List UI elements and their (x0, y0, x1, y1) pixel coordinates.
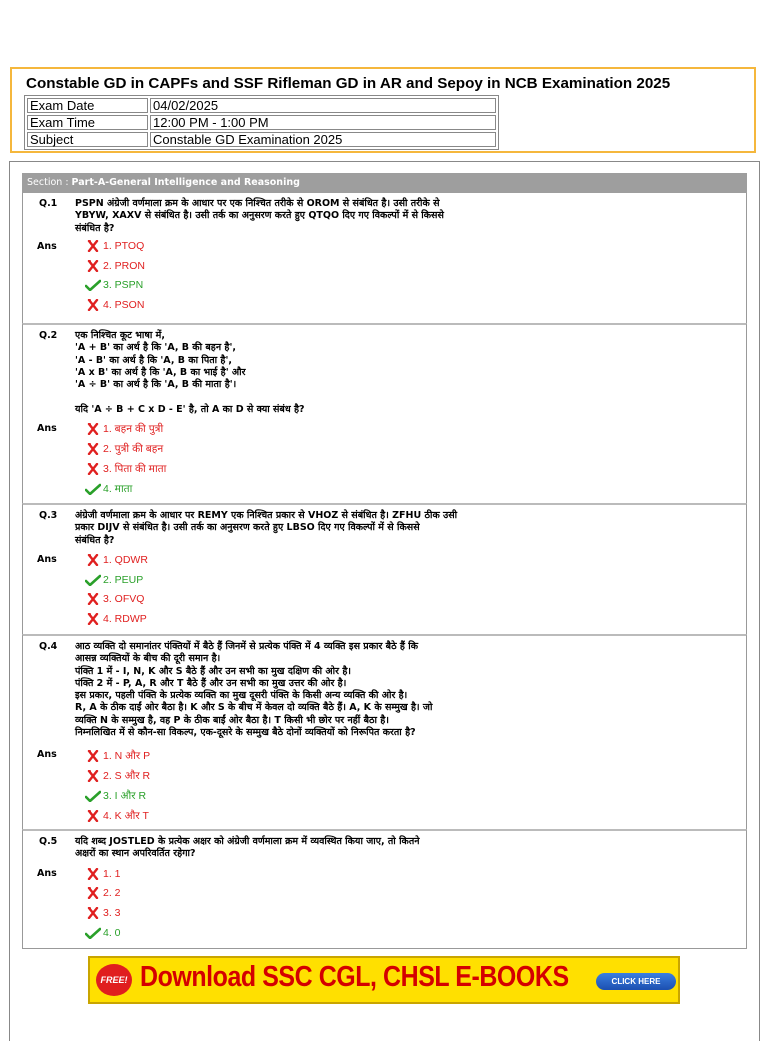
exam-info-table (24, 95, 499, 150)
cross-icon (85, 907, 101, 919)
option-text: 1. 1 (103, 868, 121, 880)
question-block-1 (22, 193, 747, 324)
info-row (27, 132, 496, 147)
info-row (27, 98, 496, 113)
option-3[interactable] (85, 278, 143, 292)
question-text: एक निश्चित कूट भाषा में, 'A + B' का अर्थ है कि 'A, B की बहन है', 'A - B' का अर्थ है कि 'A, B का पिता है', 'A x B' का अर्थ है कि 'A, B का भाई है' और 'A ÷ B' का अर्थ है कि 'A, B की माता है'। यदि 'A ÷ B + C x D - E' है, तो A का D से क्या संबंध है? (75, 330, 305, 415)
option-text: 2. S और R (103, 770, 151, 782)
click-here-button[interactable]: CLICK HERE (596, 973, 676, 990)
cross-icon (85, 423, 101, 435)
option-text: 1. N और P (103, 750, 151, 762)
info-value: Constable GD Examination 2025 (150, 132, 496, 147)
cross-icon (85, 810, 101, 822)
question-text: अंग्रेजी वर्णमाला क्रम के आधार पर REMY एक निश्चित प्रकार से VHOZ से संबंधित है। ZFHU ठीक उसी प्रकार DIJV से संबंधित है। उसी तर्क का अनुसरण करते हुए LBSO दिए गए विकल्पों में से किससे संबंधित है? (75, 510, 458, 546)
option-text: 1. PTOQ (103, 240, 145, 252)
option-2[interactable] (85, 442, 163, 456)
option-4[interactable] (85, 809, 149, 823)
option-1[interactable] (85, 553, 148, 567)
option-4[interactable] (85, 926, 121, 940)
question-block-2 (22, 323, 747, 504)
banner-text: Download SSC CGL, CHSL E-BOOKS (140, 961, 569, 993)
option-text: 4. K और T (103, 810, 149, 822)
question-text: आठ व्यक्ति दो समानांतर पंक्तियों में बैठे हैं जिनमें से प्रत्येक पंक्ति में 4 व्यक्ति इस प्रकार बैठे हैं कि आसन्न व्यक्तियों के बीच की दूरी समान है। पंक्ति 1 में - I, N, K और S बैठे हैं और उन सभी का मुख दक्षिण की ओर है। पंक्ति 2 में - P, A, R और T बैठे हैं और उन सभी का मुख उत्तर की ओर है। इस प्रकार, पहली पंक्ति के प्रत्येक व्यक्ति का मुख दूसरी पंक्ति के किसी अन्य व्यक्ति की ओर है। R, A के ठीक दाईं ओर बैठा है। K और S के बीच में केवल दो व्यक्ति बैठे हैं। A, K के सम्मुख है। जो व्यक्ति N के सम्मुख है, वह P के ठीक बाईं ओर बैठा है। T किसी भी छोर पर नहीं बैठा है। निम्नलिखित में से कौन-सा विकल्प, एक-दूसरे के सम्मुख बैठे दोनों व्यक्तियों को निरूपित करता है? (75, 641, 433, 739)
question-number: Q.4 (39, 641, 58, 652)
answer-label: Ans (37, 423, 57, 434)
checkmark-icon (85, 574, 101, 586)
cross-icon (85, 554, 101, 566)
info-value: 04/02/2025 (150, 98, 496, 113)
cross-icon (85, 260, 101, 272)
option-4[interactable] (85, 482, 132, 496)
question-block-5 (22, 829, 747, 949)
option-4[interactable] (85, 612, 147, 626)
option-text: 1. QDWR (103, 554, 148, 566)
section-bar (22, 173, 747, 193)
option-text: 3. OFVQ (103, 593, 145, 605)
question-number: Q.3 (39, 510, 58, 521)
info-value: 12:00 PM - 1:00 PM (150, 115, 496, 130)
option-text: 2. 2 (103, 887, 121, 899)
option-1[interactable] (85, 422, 163, 436)
checkmark-icon (85, 790, 101, 802)
option-2[interactable] (85, 259, 145, 273)
option-2[interactable] (85, 573, 143, 587)
section-prefix: Section : (27, 177, 72, 188)
info-label: Exam Date (27, 98, 148, 113)
answer-label: Ans (37, 554, 57, 565)
answer-label: Ans (37, 241, 57, 252)
answer-label: Ans (37, 868, 57, 879)
option-text: 2. पुत्री की बहन (103, 443, 164, 455)
option-3[interactable] (85, 592, 144, 606)
option-1[interactable] (85, 749, 150, 763)
cross-icon (85, 868, 101, 880)
option-4[interactable] (85, 298, 144, 312)
option-3[interactable] (85, 906, 121, 920)
option-text: 3. पिता की माता (103, 463, 167, 475)
answer-label: Ans (37, 749, 57, 760)
cross-icon (85, 463, 101, 475)
option-text: 3. I और R (103, 790, 147, 802)
question-block-3 (22, 503, 747, 635)
option-1[interactable] (85, 239, 144, 253)
option-text: 2. PEUP (103, 574, 144, 586)
checkmark-icon (85, 927, 101, 939)
cross-icon (85, 299, 101, 311)
option-2[interactable] (85, 769, 150, 783)
option-text: 4. 0 (103, 927, 121, 939)
question-text: यदि शब्द JOSTLED के प्रत्येक अक्षर को अंग्रेजी वर्णमाला क्रम में व्यवस्थित किया जाए, तो कितने अक्षरों का स्थान अपरिवर्तित रहेगा? (75, 836, 420, 860)
ebook-download-banner[interactable] (88, 956, 680, 1004)
option-2[interactable] (85, 886, 121, 900)
option-text: 4. RDWP (103, 613, 147, 625)
question-block-4 (22, 634, 747, 831)
question-number: Q.2 (39, 330, 58, 341)
cross-icon (85, 443, 101, 455)
cross-icon (85, 240, 101, 252)
option-text: 3. PSPN (103, 279, 144, 291)
exam-header (10, 67, 756, 153)
question-number: Q.1 (39, 198, 58, 209)
option-3[interactable] (85, 462, 166, 476)
option-text: 1. बहन की पुत्री (103, 423, 164, 435)
option-3[interactable] (85, 789, 146, 803)
cross-icon (85, 593, 101, 605)
option-text: 3. 3 (103, 907, 121, 919)
info-row (27, 115, 496, 130)
exam-title: Constable GD in CAPFs and SSF Rifleman GD in AR and Sepoy in NCB Examination 2025 (26, 75, 671, 92)
option-text: 4. PSON (103, 299, 145, 311)
checkmark-icon (85, 279, 101, 291)
question-text: PSPN अंग्रेजी वर्णमाला क्रम के आधार पर एक निश्चित तरीके से OROM से संबंधित है। उसी तरीके से YBYW, XAXV से संबंधित है। उसी तर्क का अनुसरण करते हुए QTQO दिए गए विकल्पों में से किससे संबंधित है? (75, 198, 444, 234)
checkmark-icon (85, 483, 101, 495)
section-name: Part-A-General Intelligence and Reasoning (71, 177, 300, 188)
info-label: Exam Time (27, 115, 148, 130)
cross-icon (85, 887, 101, 899)
option-text: 2. PRON (103, 260, 146, 272)
free-badge: FREE! (96, 964, 132, 996)
info-label: Subject (27, 132, 148, 147)
cross-icon (85, 613, 101, 625)
question-number: Q.5 (39, 836, 58, 847)
option-1[interactable] (85, 867, 121, 881)
cross-icon (85, 750, 101, 762)
option-text: 4. माता (103, 483, 133, 495)
cross-icon (85, 770, 101, 782)
